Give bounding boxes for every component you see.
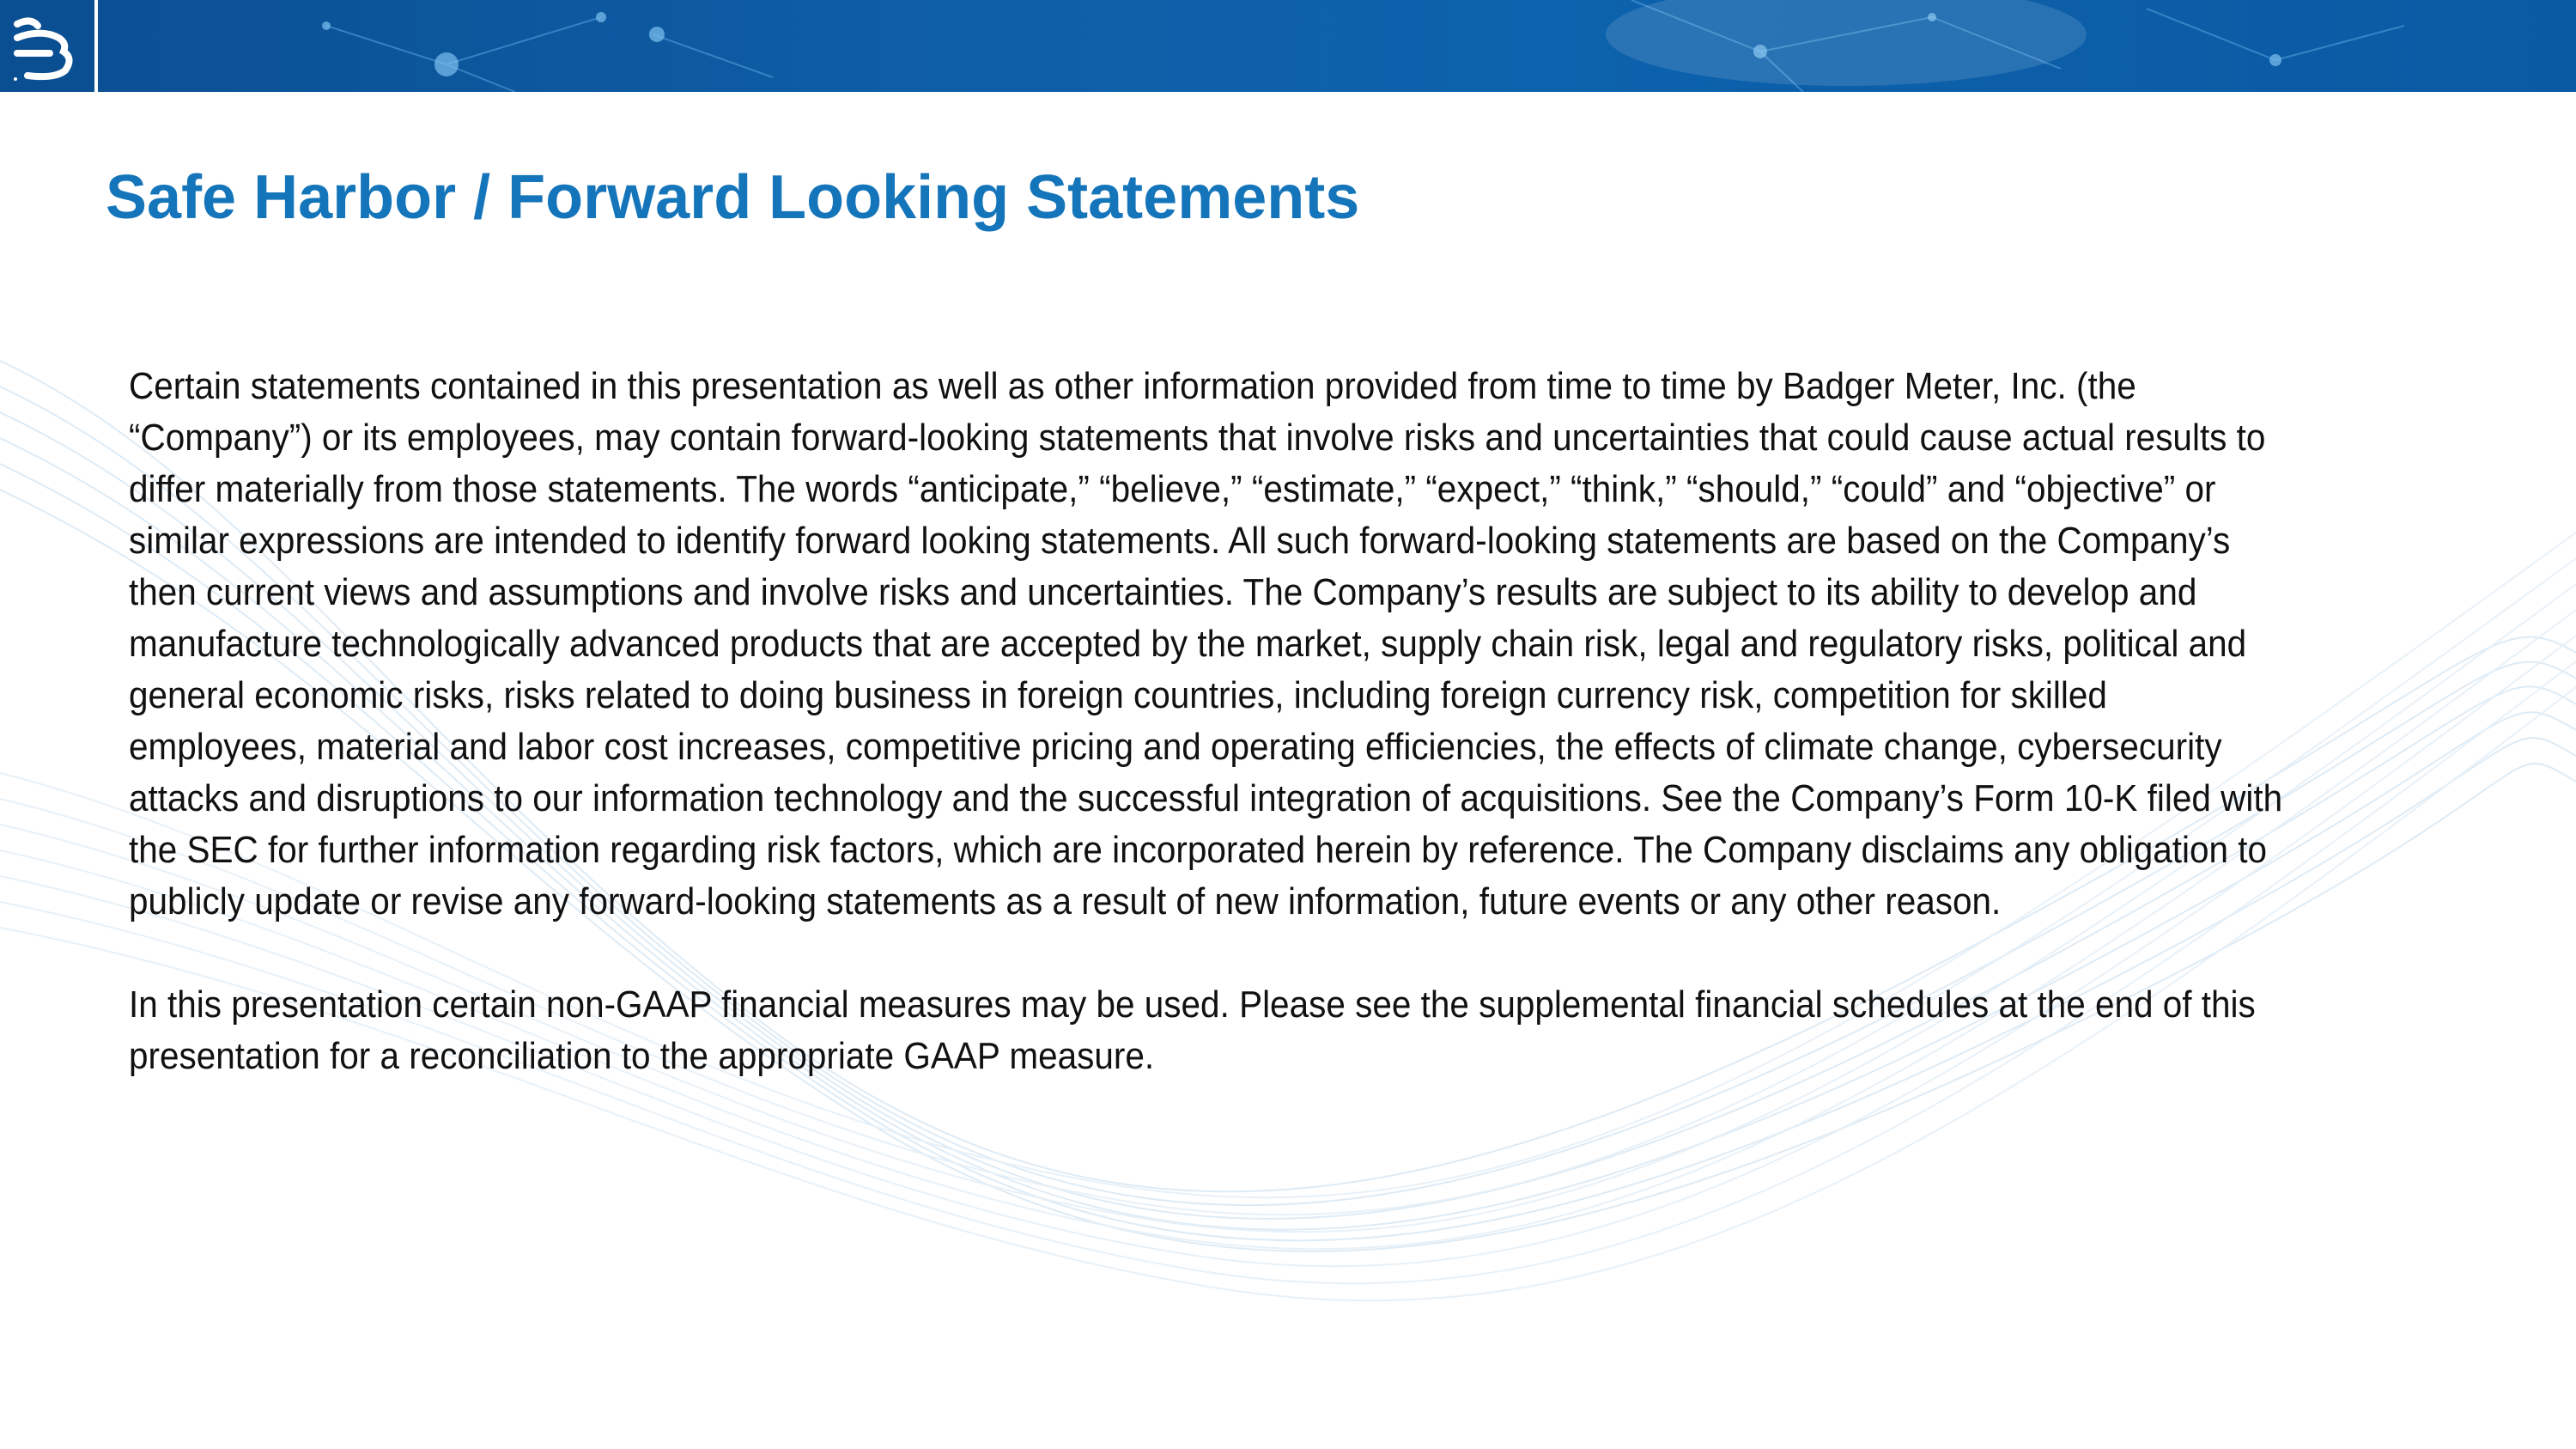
network-pattern-graphic [0,0,2576,92]
header-bar [0,0,2576,92]
badger-meter-logo-icon [12,14,81,82]
body-text [129,361,2286,1082]
safe-harbor-paragraph: Certain statements contained in this presentation as well as other information provided from time to time by Badger Meter, Inc. (the “Company”) or its employees, may contain forward-looking statements that involve risks and uncertainties that could cause actual results to differ materially from those statements. The words “anticipate,” “believe,” “estimate,” “expect,” “think,” “should,” “could” and “objective” or similar expressions are intended to identify forward looking statements. All such forward-looking statements are based on the Company’s then current views and assumptions and involve risks and uncertainties. The Company’s results are subject to its ability to develop and manufacture technologically advanced products that are accepted by the market, supply chain risk, legal and regulatory risks, political and general economic risks, risks related to doing business in foreign countries, including foreign currency risk, competition for skilled employees, material and labor cost increases, competitive pricing and operating efficiencies, the effects of climate change, cybersecurity attacks and disruptions to our information technology and the successful integration of acquisitions. See the Company’s Form 10-K filed with the SEC for further information regarding risk factors, which are incorporated herein by reference. The Company disclaims any obligation to publicly update or revise any forward-looking statements as a result of new information, future events or any other reason. [129,365,2283,922]
non-gaap-paragraph: In this presentation certain non-GAAP financial measures may be used. Please see the supplemental financial schedules at the end of this presentation for a reconciliation to the appropriate GAAP measure. [129,983,2256,1077]
page-title: Safe Harbor / Forward Looking Statements [106,163,1360,232]
logo-divider [94,0,98,92]
logo [0,0,94,92]
